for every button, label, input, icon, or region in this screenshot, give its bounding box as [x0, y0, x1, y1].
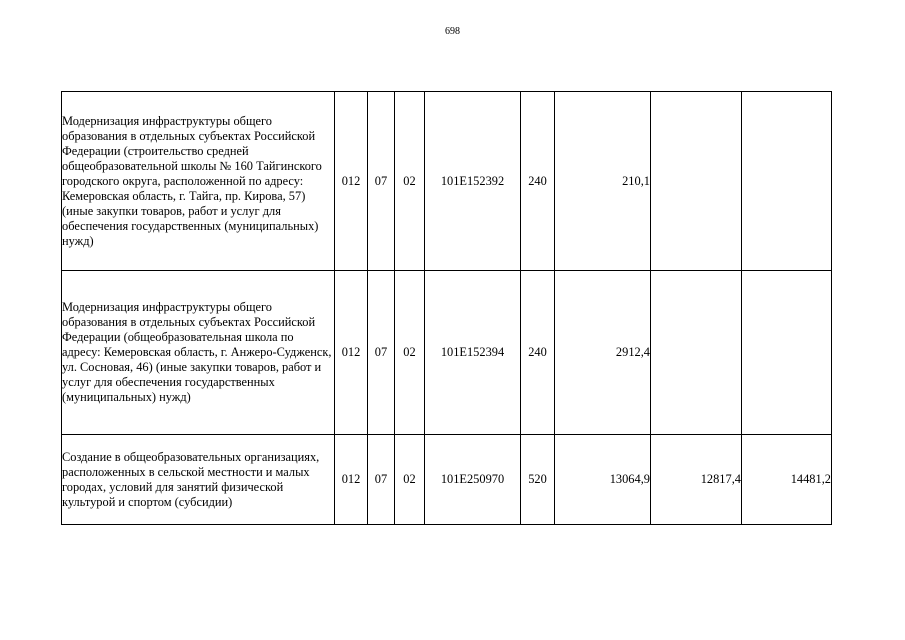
- amount-year-2: [651, 92, 742, 271]
- amount-year-3: 14481,2: [742, 435, 832, 525]
- ministry-code: 012: [335, 92, 368, 271]
- table-row: [62, 271, 832, 435]
- amount-year-1: 210,1: [555, 92, 651, 271]
- row-name-cell: [62, 92, 335, 271]
- amount-year-1: 2912,4: [555, 271, 651, 435]
- row-name: Модернизация инфраструктуры общего образования в отдельных субъектах Российской Федерации (строительство средней общеобразовательной школы № 160 Тайгинского городского округа, расположенной по адресу: Кемеровская область, г. Тайга, пр. Кирова, 57) (иные закупки товаров, работ и услуг для обеспечения государственных (муниципальных) нужд): [62, 113, 322, 248]
- row-name-cell: [62, 271, 335, 435]
- budget-table: [61, 91, 832, 525]
- expense-type-code: 240: [521, 92, 555, 271]
- expense-type-code: 240: [521, 271, 555, 435]
- amount-year-2: [651, 271, 742, 435]
- target-article-code: 101E152392: [425, 92, 521, 271]
- ministry-code: 012: [335, 271, 368, 435]
- section-code: 07: [368, 435, 395, 525]
- amount-year-3: [742, 92, 832, 271]
- target-article-code: 101E152394: [425, 271, 521, 435]
- row-name: Модернизация инфраструктуры общего образования в отдельных субъектах Российской Федерации (общеобразовательная школа по адресу: Кемеровская область, г. Анжеро-Судженск, ул. Сосновая, 46) (иные закупки товаров, работ и услуг для обеспечения государственных (муниципальных) нужд): [62, 300, 332, 404]
- amount-year-2: 12817,4: [651, 435, 742, 525]
- page-number: 698: [445, 26, 460, 37]
- expense-type-code: 520: [521, 435, 555, 525]
- section-code: 07: [368, 271, 395, 435]
- table-row: [62, 92, 832, 271]
- table-row: [62, 435, 832, 525]
- subsection-code: 02: [395, 271, 425, 435]
- section-code: 07: [368, 92, 395, 271]
- row-name: Создание в общеобразовательных организациях, расположенных в сельской местности и малых городах, условий для занятий физической культурой и спортом (субсидии): [62, 449, 320, 509]
- target-article-code: 101E250970: [425, 435, 521, 525]
- amount-year-3: [742, 271, 832, 435]
- row-name-cell: [62, 435, 335, 525]
- ministry-code: 012: [335, 435, 368, 525]
- amount-year-1: 13064,9: [555, 435, 651, 525]
- subsection-code: 02: [395, 435, 425, 525]
- subsection-code: 02: [395, 92, 425, 271]
